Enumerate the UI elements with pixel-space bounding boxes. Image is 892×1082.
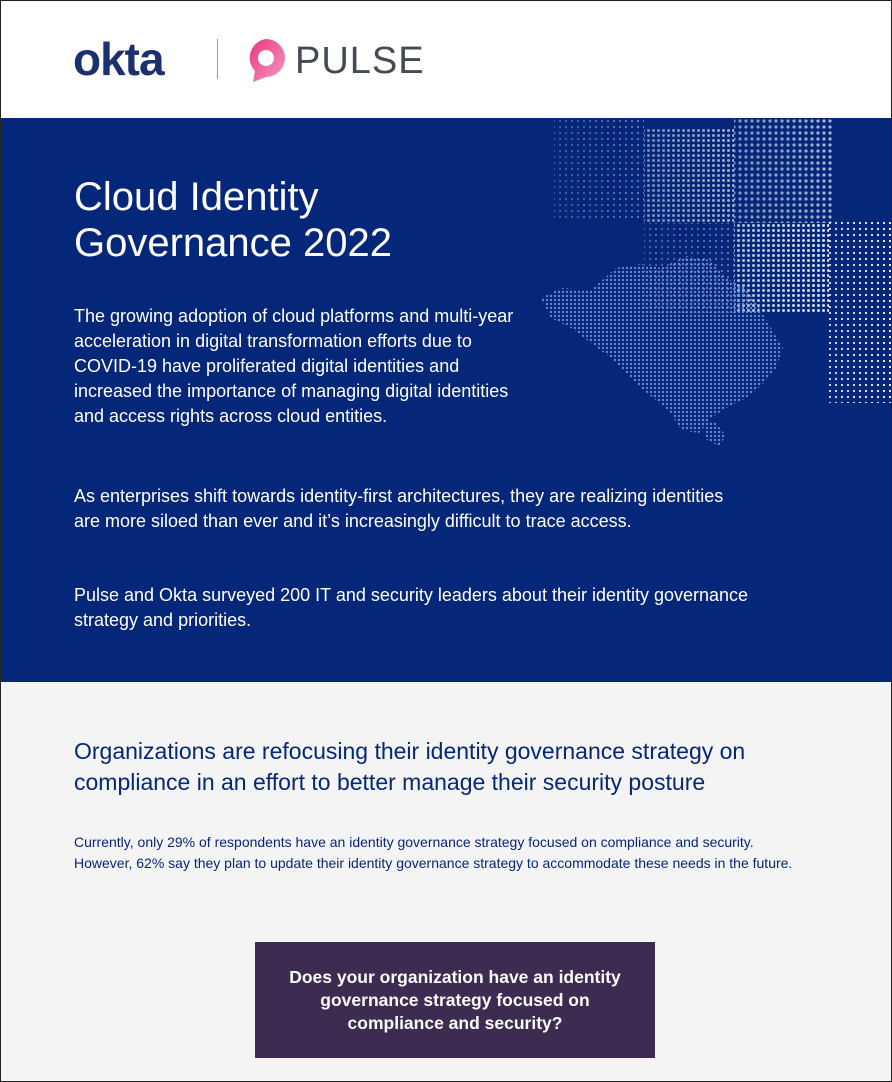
section-body: Currently, only 29% of respondents have an identity governance strategy focused on compliance and security. However, 62% say they plan to update their identity governance strategy to accommodate these needs in the future. bbox=[74, 834, 793, 871]
section-heading: Organizations are refocusing their identity governance strategy on compliance in an effort to better manage their security posture bbox=[74, 738, 746, 795]
context-paragraph: As enterprises shift towards identity-first architectures, they are realizing identities are more siloed than ever and it’s increasingly difficult to trace access. bbox=[74, 486, 724, 531]
okta-logo: okta bbox=[73, 33, 164, 85]
pulse-logo: PULSE bbox=[295, 40, 425, 82]
question-text: Does your organization have an identity governance strategy focused on compliance and security? bbox=[289, 966, 621, 1033]
hero-section bbox=[1, 118, 891, 682]
page-title: Cloud Identity Governance 2022 bbox=[74, 175, 393, 265]
pulse-speech-bubble-icon bbox=[245, 37, 287, 83]
header bbox=[1, 1, 891, 118]
intro-paragraph: The growing adoption of cloud platforms and multi-year acceleration in digital transformation efforts due to COVID-19 have proliferated digital identities and increased the importance of managing digital identities and access rights across cloud entities. bbox=[74, 306, 514, 426]
survey-paragraph: Pulse and Okta surveyed 200 IT and security leaders about their identity governance strategy and priorities. bbox=[74, 585, 749, 630]
question-card bbox=[255, 942, 655, 1058]
north-america-dot-map-icon bbox=[521, 118, 891, 448]
findings-section bbox=[1, 682, 891, 1082]
logo-divider bbox=[217, 39, 218, 79]
